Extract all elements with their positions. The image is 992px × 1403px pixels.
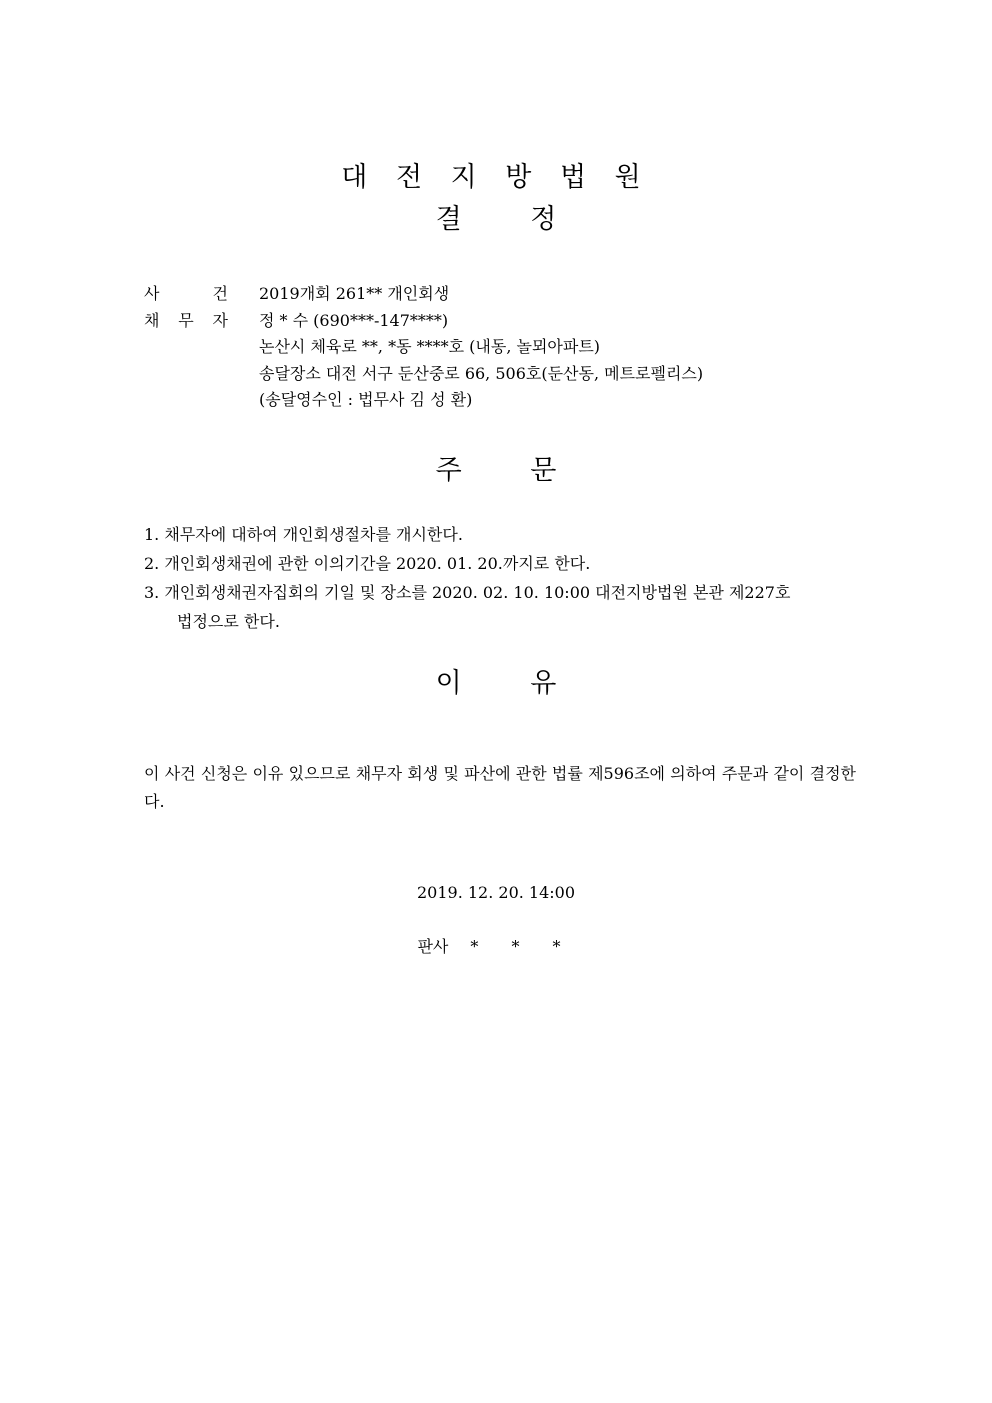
judge-signature	[0, 934, 992, 960]
decision-date: 2019. 12. 20. 14:00	[416, 883, 576, 902]
delivery-place: 송달장소 대전 서구 둔산중로 66, 506호(둔산동, 메트로펠리스)	[259, 363, 704, 383]
order-heading: 주 문	[435, 455, 557, 486]
judge-name: * * *	[470, 937, 575, 956]
debtor-name: 정 * 수 (690***-147****)	[259, 310, 449, 330]
reason-heading: 이 유	[435, 668, 557, 699]
reason-text: 이 사건 신청은 이유 있으므로 채무자 회생 및 파산에 관한 법률 제596조에 의하여 주문과 같이 결정한다.	[144, 764, 856, 811]
case-label: 사 건	[144, 284, 228, 303]
debtor-label: 채 무 자	[144, 310, 228, 330]
judge-label: 판사	[417, 937, 449, 956]
court-name: 대 전 지 방 법 원	[341, 162, 651, 193]
case-row	[144, 281, 864, 308]
delivery-recipient: (송달영수인 : 법무사 김 성 환)	[259, 390, 473, 409]
order-list	[144, 520, 859, 636]
order-item: 1. 채무자에 대하여 개인회생절차를 개시한다.	[144, 525, 463, 544]
document-title: 결 정	[435, 204, 557, 235]
order-item: 2. 개인회생채권에 관한 이의기간을 2020. 01. 20.까지로 한다.	[144, 554, 591, 573]
order-item: 3. 개인회생채권자집회의 기일 및 장소를 2020. 02. 10. 10:00 대전지방법원 본관 제227호	[144, 583, 791, 602]
case-number: 2019개회 261** 개인회생	[259, 284, 450, 303]
case-info	[144, 281, 864, 414]
debtor-row	[144, 308, 864, 335]
order-item-continuation: 법정으로 한다.	[177, 612, 280, 631]
debtor-address: 논산시 체육로 **, *동 ****호 (내동, 놀뫼아파트)	[259, 337, 601, 356]
